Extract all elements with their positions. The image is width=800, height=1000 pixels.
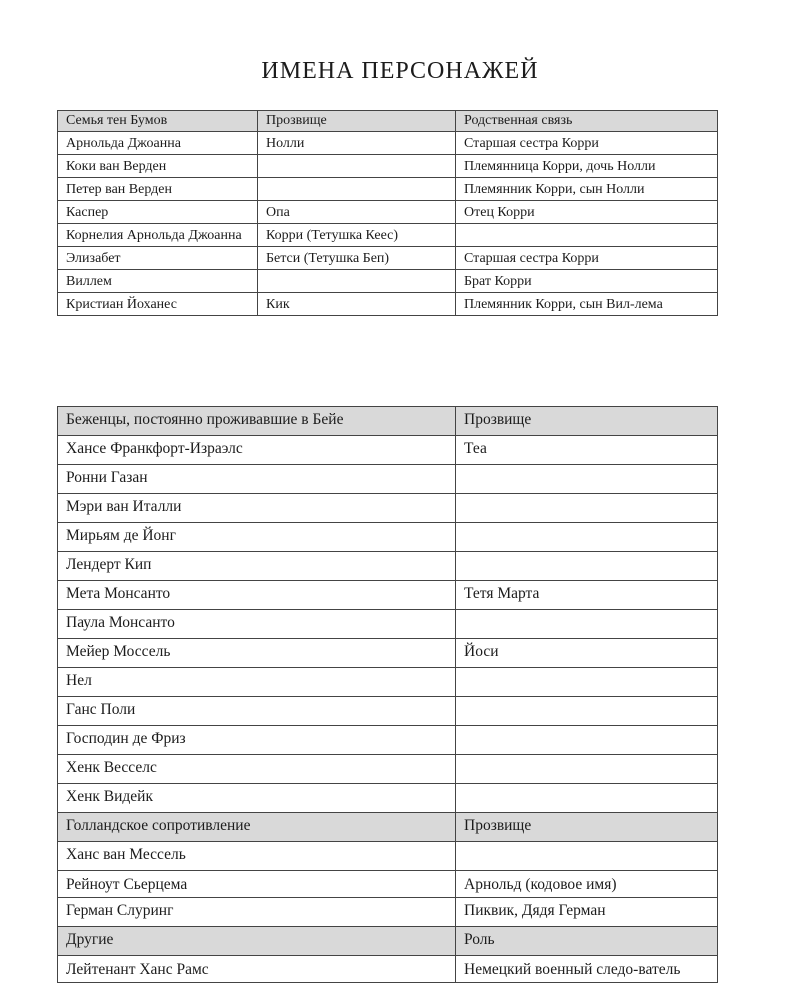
header-cell: Семья тен Бумов <box>58 111 258 132</box>
table-cell <box>456 668 718 697</box>
table-cell: Кик <box>258 293 456 316</box>
table-cell <box>456 552 718 581</box>
table-cell <box>456 842 718 871</box>
table-cell: Ханс ван Мессель <box>58 842 456 871</box>
table-cell: Арнольд (кодовое имя) <box>456 871 718 898</box>
table-cell: Отец Корри <box>456 201 718 224</box>
table-row <box>58 132 718 155</box>
table-header-row <box>58 111 718 132</box>
table-cell: Ганс Поли <box>58 697 456 726</box>
table-cell <box>456 784 718 813</box>
table-row <box>58 581 718 610</box>
table-row <box>58 842 718 871</box>
header-cell: Прозвище <box>258 111 456 132</box>
page-title: ИМЕНА ПЕРСОНАЖЕЙ <box>261 58 539 84</box>
table-cell: Мэри ван Италли <box>58 494 456 523</box>
table-cell: Паула Монсанто <box>58 610 456 639</box>
others-header-row <box>58 927 718 956</box>
refugees-header-row <box>58 407 718 436</box>
table-cell: Опа <box>258 201 456 224</box>
table-cell: Бетси (Тетушка Беп) <box>258 247 456 270</box>
table-row <box>58 465 718 494</box>
table-cell <box>258 155 456 178</box>
table-cell: Ронни Газан <box>58 465 456 494</box>
table-cell: Лендерт Кип <box>58 552 456 581</box>
table-cell: Старшая сестра Корри <box>456 247 718 270</box>
header-cell: Родственная связь <box>456 111 718 132</box>
table-cell: Нолли <box>258 132 456 155</box>
table-row <box>58 201 718 224</box>
table-row <box>58 523 718 552</box>
table-row <box>58 270 718 293</box>
table-row <box>58 610 718 639</box>
header-cell: Прозвище <box>456 813 718 842</box>
table-cell: Каспер <box>58 201 258 224</box>
table-cell <box>456 465 718 494</box>
table-cell: Брат Корри <box>456 270 718 293</box>
table-row <box>58 224 718 247</box>
table-row <box>58 697 718 726</box>
header-cell: Прозвище <box>456 407 718 436</box>
table-cell: Корнелия Арнольда Джоанна <box>58 224 258 247</box>
header-cell: Другие <box>58 927 456 956</box>
table-row <box>58 436 718 465</box>
resistance-header-row <box>58 813 718 842</box>
table-row <box>58 726 718 755</box>
table-cell <box>456 726 718 755</box>
table-cell: Корри (Тетушка Кеес) <box>258 224 456 247</box>
table-cell: Рейноут Сьерцема <box>58 871 456 898</box>
table-cell: Племянник Корри, сын Нолли <box>456 178 718 201</box>
table-cell: Хенк Видейк <box>58 784 456 813</box>
table-row <box>58 552 718 581</box>
table-row <box>58 639 718 668</box>
table-row <box>58 784 718 813</box>
table-cell: Племянник Корри, сын Вил-лема <box>456 293 718 316</box>
table-cell: Мета Монсанто <box>58 581 456 610</box>
table-cell: Лейтенант Ханс Рамс <box>58 956 456 983</box>
table-row <box>58 755 718 784</box>
table-row <box>58 956 718 983</box>
table-cell: Герман Слуринг <box>58 898 456 927</box>
table-cell: Тетя Марта <box>456 581 718 610</box>
table-cell <box>456 523 718 552</box>
family-table-body <box>58 111 718 316</box>
table-cell <box>456 610 718 639</box>
table-row <box>58 155 718 178</box>
table-cell <box>258 178 456 201</box>
people-table-body <box>58 407 718 983</box>
table-cell: Мирьям де Йонг <box>58 523 456 552</box>
table-cell: Племянница Корри, дочь Нолли <box>456 155 718 178</box>
family-table <box>57 110 718 316</box>
table-row <box>58 178 718 201</box>
table-cell: Кристиан Йоханес <box>58 293 258 316</box>
table-cell: Немецкий военный следо-ватель <box>456 956 718 983</box>
table-cell: Йоси <box>456 639 718 668</box>
table-cell: Пиквик, Дядя Герман <box>456 898 718 927</box>
table-row <box>58 871 718 898</box>
table-row <box>58 494 718 523</box>
table-cell: Хансе Франкфорт-Израэлс <box>58 436 456 465</box>
table-cell: Нел <box>58 668 456 697</box>
table-cell: Хенк Весселс <box>58 755 456 784</box>
table-row <box>58 898 718 927</box>
people-table <box>57 406 718 983</box>
table-cell: Коки ван Верден <box>58 155 258 178</box>
table-cell: Мейер Моссель <box>58 639 456 668</box>
table-cell: Арнольда Джоанна <box>58 132 258 155</box>
table-cell <box>456 494 718 523</box>
table-row <box>58 293 718 316</box>
table-cell: Господин де Фриз <box>58 726 456 755</box>
table-cell: Элизабет <box>58 247 258 270</box>
table-cell: Теа <box>456 436 718 465</box>
table-cell: Старшая сестра Корри <box>456 132 718 155</box>
table-row <box>58 668 718 697</box>
table-cell <box>456 755 718 784</box>
table-cell <box>456 697 718 726</box>
header-cell: Голландское сопротивление <box>58 813 456 842</box>
header-cell: Беженцы, постоянно проживавшие в Бейе <box>58 407 456 436</box>
header-cell: Роль <box>456 927 718 956</box>
table-cell <box>456 224 718 247</box>
table-cell <box>258 270 456 293</box>
table-cell: Виллем <box>58 270 258 293</box>
table-row <box>58 247 718 270</box>
table-cell: Петер ван Верден <box>58 178 258 201</box>
